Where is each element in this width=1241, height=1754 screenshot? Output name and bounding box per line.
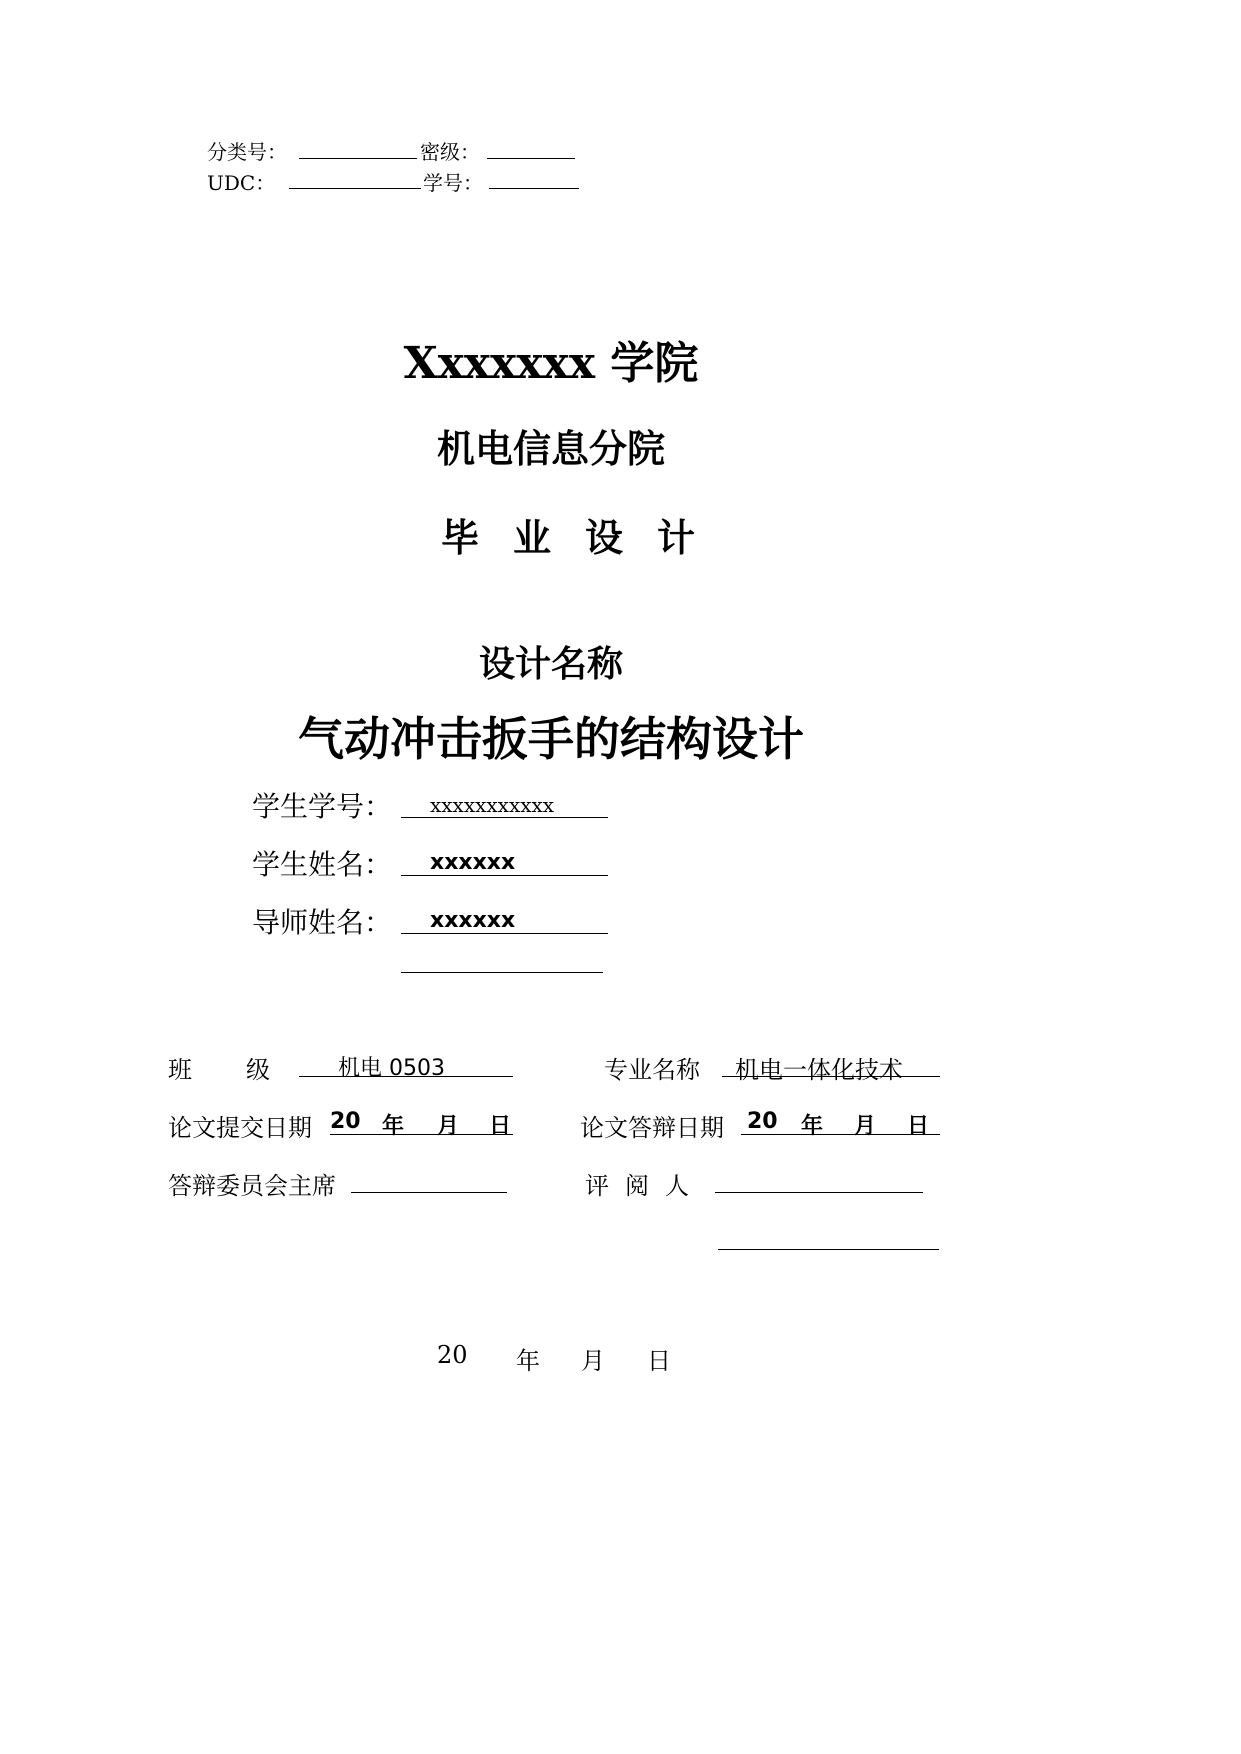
class-label-char-2: 级 — [246, 1056, 270, 1084]
secrecy-blank[interactable] — [487, 158, 575, 159]
student-id-line[interactable] — [401, 817, 608, 818]
submit-date-label: 论文提交日期 — [168, 1114, 312, 1142]
student-name-label: 学生姓名： — [252, 848, 393, 881]
class-line[interactable] — [299, 1076, 513, 1077]
design-name: 气动冲击扳手的结构设计 — [298, 712, 804, 766]
defense-date-line[interactable] — [741, 1134, 940, 1135]
major-label: 专业名称 — [604, 1056, 700, 1084]
reviewer-label-char-3: 人 — [665, 1172, 689, 1200]
student-name-value: xxxxxx — [430, 850, 516, 875]
reviewer-line[interactable] — [715, 1192, 923, 1193]
advisor-name-label: 导师姓名： — [252, 906, 393, 939]
committee-chair-label: 答辩委员会主席 — [168, 1172, 336, 1200]
reviewer-line-2[interactable] — [718, 1249, 939, 1250]
student-no-blank[interactable] — [489, 188, 579, 189]
thesis-type-title: 毕业设计 — [440, 516, 729, 560]
submit-day-char: 日 — [489, 1114, 512, 1139]
major-line[interactable] — [722, 1076, 940, 1077]
design-name-label: 设计名称 — [478, 644, 623, 685]
defense-month-char: 月 — [854, 1114, 877, 1139]
defense-year: 20 — [747, 1109, 778, 1134]
submit-year: 20 — [330, 1109, 361, 1134]
advisor-name-line[interactable] — [401, 933, 608, 934]
reviewer-label-char-1: 评 — [585, 1172, 609, 1200]
student-no-label: 学号： — [423, 171, 483, 195]
submit-year-char: 年 — [382, 1114, 405, 1139]
reviewer-label-char-2: 阅 — [625, 1172, 649, 1200]
committee-chair-line[interactable] — [351, 1192, 507, 1193]
advisor-name-value: xxxxxx — [430, 908, 516, 933]
footer-year-char: 年 — [516, 1347, 540, 1375]
defense-year-char: 年 — [801, 1114, 824, 1139]
major-value: 机电一体化技术 — [735, 1056, 903, 1084]
defense-date-label: 论文答辩日期 — [580, 1114, 724, 1142]
class-label-char-1: 班 — [168, 1056, 192, 1084]
student-id-value: xxxxxxxxxxx — [430, 793, 555, 817]
class-value: 机电 0503 — [338, 1056, 445, 1081]
secrecy-label: 密级： — [420, 140, 480, 164]
student-name-line[interactable] — [401, 875, 608, 876]
branch-title: 机电信息分院 — [436, 427, 665, 471]
udc-blank[interactable] — [289, 188, 421, 189]
submit-date-line[interactable] — [330, 1134, 513, 1135]
udc-label: UDC： — [207, 171, 276, 195]
footer-day-char: 日 — [647, 1347, 671, 1375]
footer-month-char: 月 — [581, 1347, 605, 1375]
defense-day-char: 日 — [907, 1114, 930, 1139]
school-title: Xxxxxxx 学院 — [403, 338, 699, 389]
submit-month-char: 月 — [437, 1114, 460, 1139]
footer-year: 20 — [437, 1341, 468, 1369]
student-id-label: 学生学号： — [252, 790, 393, 823]
extra-blank-line[interactable] — [401, 972, 603, 973]
classification-label: 分类号： — [207, 140, 287, 164]
classification-blank[interactable] — [299, 158, 417, 159]
